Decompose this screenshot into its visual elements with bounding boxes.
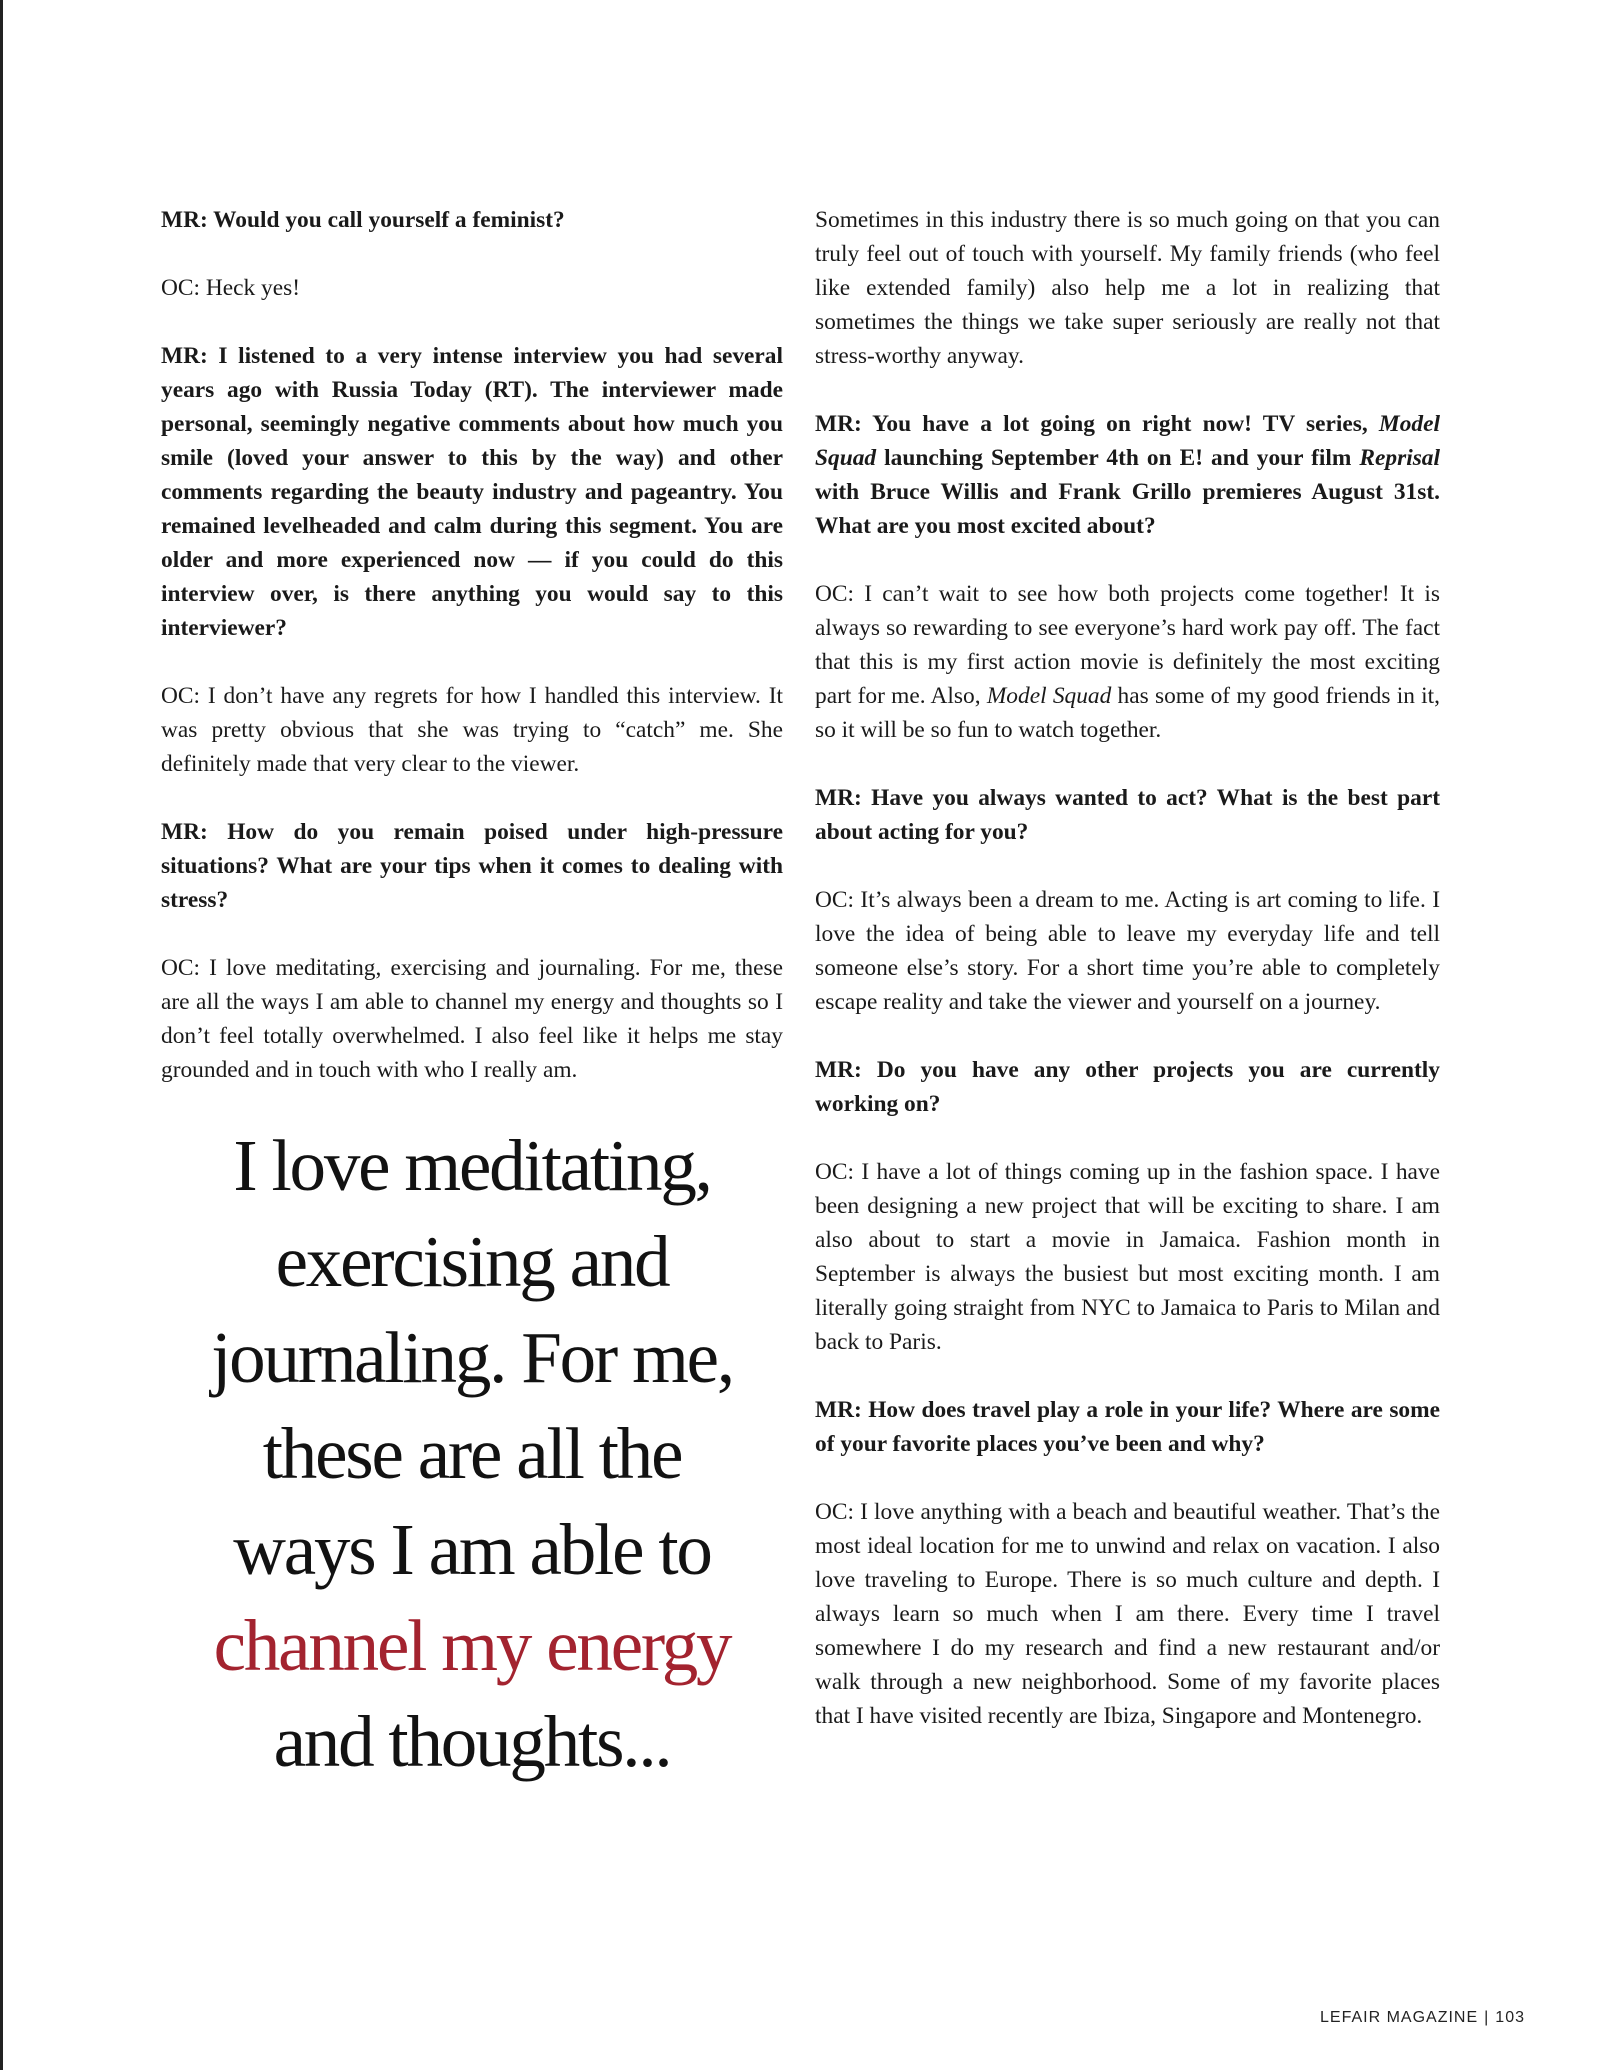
answer-projects-excited <box>815 577 1440 747</box>
text-run: with Bruce Willis and Frank Grillo premieres August 31st. What are you most excited about? <box>815 479 1440 539</box>
answer-acting: OC: It’s always been a dream to me. Acting is art coming to life. I love the idea of being able to leave my everyday life and tell someone else’s story. For a short time you’re able to completely escape reality and take the viewer and yourself on a journey. <box>815 887 1440 1015</box>
answer-stress: OC: I love meditating, exercising and journaling. For me, these are all the ways I am able to channel my energy and thoughts so I don’t feel totally overwhelmed. I also feel like it helps me stay grounded and in touch with who I really am. <box>161 955 783 1083</box>
answer-stress-continued: Sometimes in this industry there is so much going on that you can truly feel out of touch with yourself. My family friends (who feel like extended family) also help me a lot in realizing that sometimes the things we take super seriously are really not that stress-worthy anyway. <box>815 207 1440 369</box>
question-feminist: MR: Would you call yourself a feminist? <box>161 207 565 233</box>
pull-quote-line: exercising and <box>275 1221 669 1302</box>
answer-travel: OC: I love anything with a beach and beautiful weather. That’s the most ideal location for me to unwind and relax on vacation. I also love traveling to Europe. There is so much culture and depth. I always learn so much when I am there. Every time I travel somewhere I do my research and find a new restaurant and/or walk through a new neighborhood. Some of my favorite places that I have visited recently are Ibiza, Singapore and Montenegro. <box>815 1499 1440 1729</box>
question-acting: MR: Have you always wanted to act? What is the best part about acting for you? <box>815 785 1440 845</box>
question-stress: MR: How do you remain poised under high-pressure situations? What are your tips when it comes to dealing with stress? <box>161 819 783 913</box>
right-column <box>815 203 1440 1733</box>
question-other-projects: MR: Do you have any other projects you are currently working on? <box>815 1057 1440 1117</box>
title-model-squad: Model Squad <box>986 683 1112 709</box>
page-edge-line <box>0 0 3 2070</box>
question-projects-excited <box>815 407 1440 543</box>
question-rt-interview: MR: I listened to a very intense interview you had several years ago with Russia Today (RT). The interviewer made personal, seemingly negative comments about how much you smile (loved your answer to this by the way) and other comments regarding the beauty industry and pageantry. You remained levelheaded and calm during this segment. You are older and more experienced now — if you could do this interview over, is there anything you would say to this interviewer? <box>161 343 783 641</box>
left-column <box>161 203 783 1087</box>
pull-quote <box>161 1118 783 1790</box>
page-number: 103 <box>1495 2009 1525 2026</box>
pull-quote-line: journaling. For me, <box>211 1317 733 1398</box>
pull-quote-line: ways I am able to <box>233 1509 711 1590</box>
pull-quote-line: these are all the <box>262 1413 682 1494</box>
magazine-name: LEFAIR MAGAZINE <box>1320 2009 1479 2026</box>
answer-rt-interview: OC: I don’t have any regrets for how I handled this interview. It was pretty obvious that she was trying to “catch” me. She definitely made that very clear to the viewer. <box>161 683 783 777</box>
title-reprisal: Reprisal <box>1359 445 1440 471</box>
question-travel: MR: How does travel play a role in your life? Where are some of your favorite places you’ve been and why? <box>815 1397 1440 1457</box>
title-model-squad: Model Squad <box>815 411 1440 471</box>
pull-quote-accent-line: channel my energy <box>213 1605 731 1686</box>
text-run: OC: I can’t wait to see how both projects come together! It is always so rewarding to see everyone’s hard work pay off. The fact that this is my first action movie is definitely the most exciting part for me. Also, <box>815 581 1440 709</box>
text-run: launching September 4th on E! and your film <box>876 445 1360 471</box>
text-run: MR: You have a lot going on right now! TV series, <box>815 411 1379 437</box>
pull-quote-line: and thoughts... <box>273 1701 671 1782</box>
pull-quote-line: I love meditating, <box>233 1125 711 1206</box>
answer-other-projects: OC: I have a lot of things coming up in the fashion space. I have been designing a new project that will be exciting to share. I am also about to start a movie in Jamaica. Fashion month in September is always the busiest but most exciting month. I am literally going straight from NYC to Jamaica to Paris to Milan and back to Paris. <box>815 1159 1440 1355</box>
page-footer <box>1320 2009 1525 2027</box>
footer-separator: | <box>1484 2009 1490 2026</box>
text-run: has some of my good friends in it, so it will be so fun to watch together. <box>815 683 1440 743</box>
answer-feminist: OC: Heck yes! <box>161 275 301 301</box>
